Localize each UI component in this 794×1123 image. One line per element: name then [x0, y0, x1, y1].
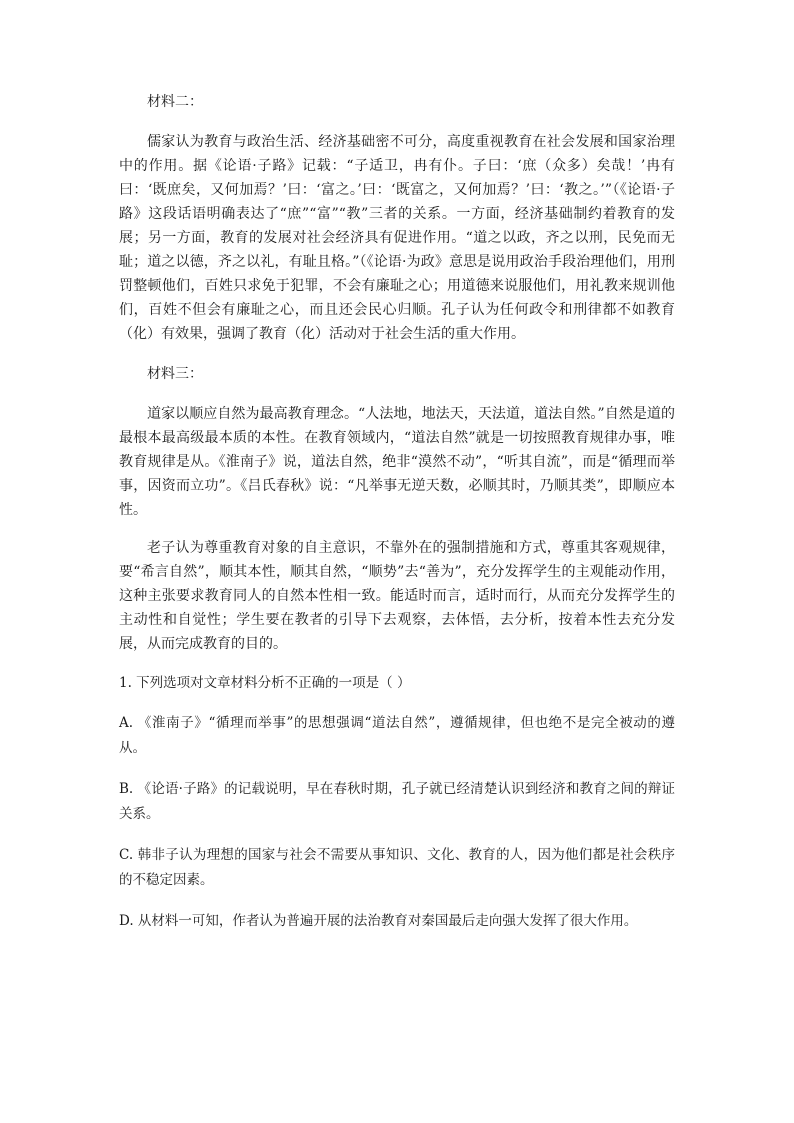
document-page [119, 90, 675, 934]
material-3-paragraph-1: 道家以顺应自然为最高教育理念。“人法地，地法天，天法道，道法自然。”自然是道的最根本最高级最本质的本性。在教育领域内，“道法自然”就是一切按照教育规律办事，唯教育规律是从。《淮南子》说，道法自然，绝非“漠然不动”，“听其自流”，而是“循理而举事，因资而立功”。《吕氏春秋》说：“凡举事无逆天数，必顺其时，乃顺其类”，即顺应本性。 [119, 406, 675, 518]
material-3-heading: 材料三： [147, 366, 203, 382]
question-1-option-a: A. 《淮南子》“循理而举事”的思想强调“道法自然”，遵循规律，但也绝不是完全被动的遵从。 [119, 715, 675, 756]
material-2-heading: 材料二： [147, 94, 203, 110]
question-1-stem: 1. 下列选项对文章材料分析不正确的一项是（ ） [119, 675, 411, 691]
question-1-option-d: D. 从材料一可知，作者认为普遍开展的法治教育对秦国最后走向强大发挥了很大作用。 [119, 913, 638, 929]
material-2-paragraph: 儒家认为教育与政治生活、经济基础密不可分，高度重视教育在社会发展和国家治理中的作用。据《论语·子路》记载：“子适卫，冉有仆。子曰：‘庶（众多）矣哉！’冉有曰：‘既庶矣，又何加焉？’曰：‘富之。’曰：‘既富之，又何加焉？’曰：‘教之。’”（《论语·子路》这段话语明确表达了“庶”“富”“教”三者的关系。一方面，经济基础制约着教育的发展；另一方面，教育的发展对社会经济具有促进作用。“道之以政，齐之以刑，民免而无耻；道之以德，齐之以礼，有耻且格。”（《论语·为政》意思是说用政治手段治理他们，用刑罚整顿他们，百姓只求免于犯罪，不会有廉耻之心；用道德来说服他们，用礼教来规训他们，百姓不但会有廉耻之心，而且还会民心归顺。孔子认为任何政令和刑律都不如教育（化）有效果，强调了教育（化）活动对于社会生活的重大作用。 [119, 134, 675, 342]
material-3-paragraph-2: 老子认为尊重教育对象的自主意识，不靠外在的强制措施和方式，尊重其客观规律，要“希言自然”，顺其本性，顺其自然，“顺势”去“善为”，充分发挥学生的主观能动作用，这种主张要求教育同人的自然本性相一致。能适时而言，适时而行，从而充分发挥学生的主动性和自觉性；学生要在教者的引导下去观察，去体悟，去分析，按着本性去充分发展，从而完成教育的目的。 [119, 540, 675, 652]
question-1-option-b: B. 《论语·子路》的记载说明，早在春秋时期，孔子就已经清楚认识到经济和教育之间的辩证关系。 [119, 781, 675, 822]
question-1-option-c: C. 韩非子认为理想的国家与社会不需要从事知识、文化、教育的人，因为他们都是社会秩序的不稳定因素。 [119, 847, 675, 888]
